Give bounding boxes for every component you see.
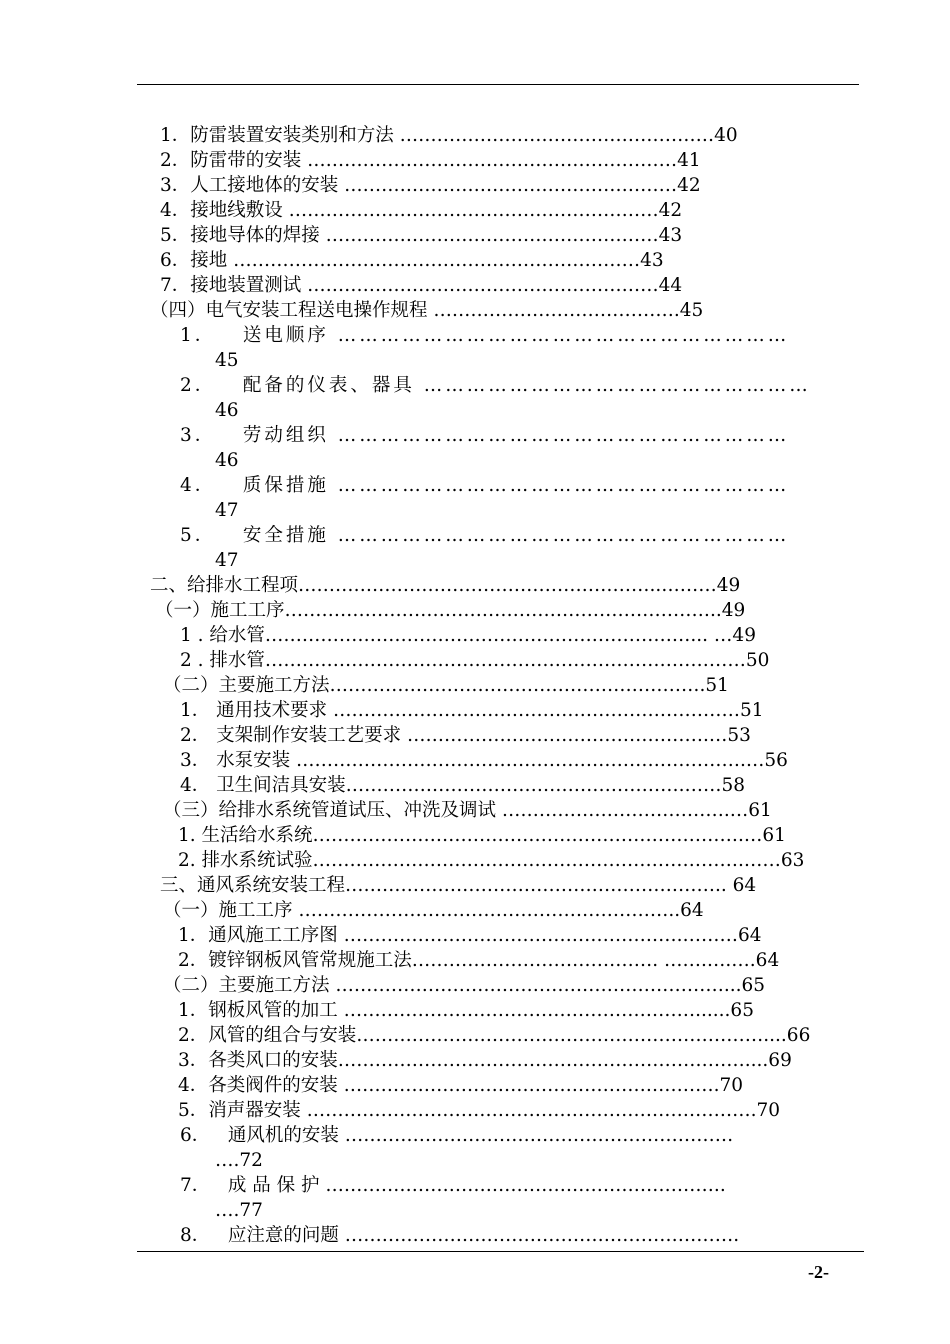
- toc-entry: 8． 应注意的问题 ……………………………………………………….: [180, 1225, 740, 1246]
- toc-entry: 1 . 给水管……………………………………………………………... …49: [180, 625, 756, 646]
- toc-entry: 4． 质保措施 ………………………………………………………: [180, 475, 790, 496]
- toc-entry: 2．防雷带的安装 ……………………………………………………41: [160, 150, 701, 171]
- toc-entry: 1．钢板风管的加工 …………………………………………………......65: [178, 1000, 754, 1021]
- toc-entry: 1. 生活给水系统…………………………………………………………….…61: [178, 825, 786, 846]
- toc-section-heading: （二）主要施工方法…………………………………………………….51: [163, 675, 729, 696]
- toc-page-number: 46: [215, 450, 239, 471]
- toc-entry: 6．接地 …………………………………………………………43: [160, 250, 664, 271]
- toc-entry: 2．风管的组合与安装…………………………………………………………....66: [178, 1025, 811, 1046]
- toc-entry: 4．各类阀件的安装 …………………………………………………….70: [178, 1075, 744, 1096]
- toc-page-number: 46: [215, 400, 239, 421]
- toc-entry: 5．接地导体的焊接 ………………………………………………43: [160, 225, 683, 246]
- toc-entry: 3． 劳动组织 ………………………………………………………: [180, 425, 790, 446]
- toc-page-number: ….77: [215, 1200, 263, 1221]
- toc-entry: 7． 成 品 保 护 ………………………………………………………..: [180, 1175, 726, 1196]
- toc-entry: 2． 配备的仪表、器具 ………………………………………………: [180, 375, 811, 396]
- toc-page-number: ….72: [215, 1150, 263, 1171]
- footer-rule: [137, 1251, 864, 1252]
- toc-entry: 1．防雷装置安装类别和方法 ……………………………………………40: [160, 125, 738, 146]
- toc-entry: 2 . 排水管……………………………………………………………………50: [180, 650, 770, 671]
- toc-entry: 1． 通用技术要求 …………………………………………………………51: [180, 700, 764, 721]
- toc-section-heading: （四）电气安装工程送电操作规程 ………………………………….45: [150, 300, 704, 321]
- toc-entry: 2. 排水系统试验…………………………………………………………….……63: [178, 850, 805, 871]
- toc-entry: 2． 支架制作安装工艺要求 ………………………………………….…53: [180, 725, 751, 746]
- toc-chapter-heading: 三、通风系统安装工程…………………………………………………….. 64: [160, 875, 757, 896]
- toc-section-heading: （一）施工工序 ……………………………………………………..64: [163, 900, 704, 921]
- toc-page-number: 45: [215, 350, 239, 371]
- toc-page-number: 47: [215, 550, 239, 571]
- toc-entry: 5． 安全措施 ………………………………………………………: [180, 525, 790, 546]
- toc-entry: 3．各类风口的安装…………………………………………………………....69: [178, 1050, 792, 1071]
- toc-section-heading: （一）施工工序……………………………………………………………..49: [155, 600, 746, 621]
- toc-chapter-heading: 二、给排水工程项…………………………………………………..………49: [150, 575, 741, 596]
- toc-entry: 7．接地装置测试 …………………………………………………44: [160, 275, 683, 296]
- toc-entry: 1． 送电顺序 ………………………………………………………: [180, 325, 790, 346]
- toc-entry: 4．接地线敷设 ……………………………………………………42: [160, 200, 683, 221]
- page-number: -2-: [808, 1262, 829, 1282]
- toc-entry: 5．消声器安装 ……………………………………………………………….70: [178, 1100, 781, 1121]
- toc-page-number: 47: [215, 500, 239, 521]
- toc-entry: 4． 卫生间洁具安装……………………………………………….……58: [180, 775, 746, 796]
- toc-section-heading: （三）给排水系统管道试压、冲洗及调试 ……………………………….…61: [163, 800, 772, 821]
- toc-entry: 1．通风施工工序图 ……………………………………………….………64: [178, 925, 762, 946]
- toc-entry: 6． 通风机的安装 ………………………………………………………: [180, 1125, 734, 1146]
- toc-entry: 2．镀锌钢板风管常规施工法…………………………………. …….….….64: [178, 950, 780, 971]
- toc-entry: 3． 水泵安装 ……………………………………………………………….…56: [180, 750, 788, 771]
- toc-entry: 3．人工接地体的安装 ………………………………………………42: [160, 175, 701, 196]
- toc-section-heading: （二）主要施工方法 ………………………………………………………...65: [163, 975, 766, 996]
